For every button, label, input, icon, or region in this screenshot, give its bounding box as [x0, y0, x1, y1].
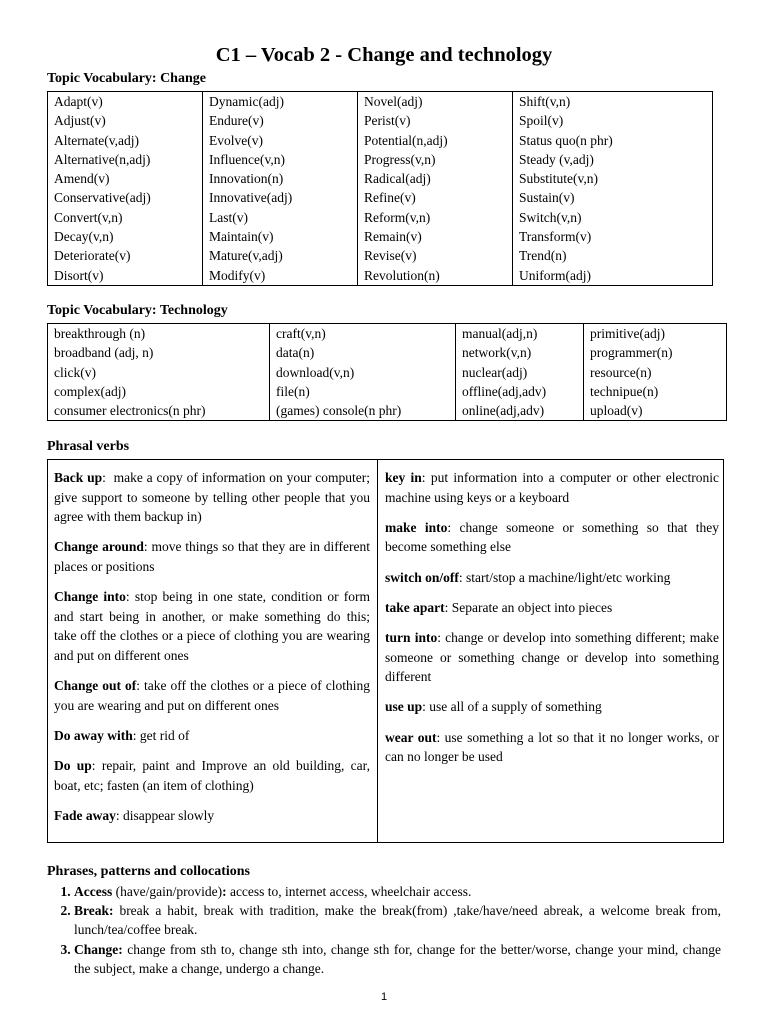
separator: :: [437, 629, 441, 645]
vocab-word: Alternative(n,adj): [54, 151, 151, 167]
vocab-word: Progress(v,n): [364, 151, 436, 167]
technology-vocab-table: [47, 323, 727, 421]
separator: :: [444, 599, 449, 615]
collocation-qualifier: (have/gain/provide): [112, 884, 223, 899]
vocab-word: primitive(adj): [590, 326, 665, 341]
phrasal-verb-entry: [385, 628, 723, 687]
colon: :: [222, 884, 227, 899]
phrasal-verb-entry: [54, 726, 370, 746]
phrasal-verb-entry: [385, 568, 719, 588]
separator: :: [91, 758, 96, 774]
vocab-word: Adjust(v): [54, 113, 106, 129]
separator: :: [422, 699, 426, 715]
vocab-word: upload(v): [590, 403, 643, 419]
phrasal-verb-definition: start/stop a machine/light/etc working: [462, 569, 671, 585]
vocab-word: Steady (v,adj): [519, 151, 594, 167]
phrasal-verb-entry: [385, 468, 723, 507]
phrasal-verbs-box: [47, 459, 724, 843]
phrasal-verb-definition: use something a lot so that it no longer works, or can no longer be used: [385, 729, 723, 765]
change-col-2: [203, 92, 358, 286]
separator: :: [136, 678, 141, 694]
phrasal-verb-definition: make a copy of information on your computer; give support to someone by telling other people that you agree with them backup in): [54, 470, 374, 525]
phrasal-verb-term: take apart: [385, 599, 445, 615]
vocab-word: Spoil(v): [519, 113, 564, 129]
vocab-word: Transform(v): [519, 229, 592, 245]
separator: :: [436, 729, 441, 745]
phrasal-verb-definition: put information into a computer or other electronic machine using keys or a keyboard: [385, 470, 723, 505]
separator: :: [115, 807, 120, 823]
vocab-word: technipue(n): [590, 383, 659, 399]
tech-col-3: [456, 324, 584, 421]
vocab-word: Disort(v): [54, 267, 104, 283]
vocab-word: (games) console(n phr): [276, 403, 402, 419]
phrasal-verb-term: Do away with: [54, 727, 133, 743]
phrasal-verb-entry: [54, 537, 374, 576]
vocab-word: offline(adj,adv): [462, 383, 547, 399]
change-col-3: [358, 92, 513, 286]
vocab-word: nuclear(adj): [462, 364, 528, 380]
vocab-word: breakthrough (n): [54, 326, 146, 341]
phrasal-verbs-heading: Phrasal verbs: [47, 439, 130, 454]
technology-vocab-heading: Topic Vocabulary: Technology: [47, 303, 228, 318]
vocab-word: complex(adj): [54, 383, 126, 399]
phrasal-verb-term: Change out of: [54, 678, 137, 694]
vocab-word: Novel(adj): [364, 94, 423, 109]
collocation-item: [74, 940, 721, 978]
phrasal-verb-term: Back up: [54, 470, 103, 485]
phrasal-verb-definition: stop being in one state, condition or form and start being in another, or make something do this; take off the clothes or a piece of clothing you are wearing and put on different ones: [54, 589, 374, 663]
vocab-word: Refine(v): [364, 190, 416, 206]
vocab-word: manual(adj,n): [462, 326, 538, 341]
change-col-4: [513, 92, 713, 286]
page-number: 1: [380, 991, 388, 1003]
collocation-definition: change from sth to, change sth into, change sth for, change for the better/worse, change your mind, change the subject, make a change, undergo a change.: [74, 941, 721, 976]
vocab-word: download(v,n): [276, 364, 355, 380]
collocation-term: Break:: [74, 903, 114, 919]
vocab-word: Radical(adj): [364, 171, 431, 187]
vocab-word: online(adj,adv): [462, 403, 545, 419]
vocab-word: Innovation(n): [209, 171, 284, 187]
vocab-word: Potential(n,adj): [364, 132, 448, 148]
phrasal-verb-definition: repair, paint and Improve an old building, car, boat, etc; fasten (an item of clothing): [54, 758, 374, 793]
vocab-word: Conservative(adj): [54, 190, 151, 206]
vocab-word: Amend(v): [54, 171, 110, 187]
vocab-word: network(v,n): [462, 345, 532, 361]
vocab-word: Revise(v): [364, 248, 417, 264]
vocab-word: Endure(v): [209, 113, 264, 129]
vocab-word: Trend(n): [519, 248, 567, 264]
phrasal-verb-definition: Separate an object into pieces: [448, 599, 613, 615]
phrasal-verb-entry: [385, 598, 719, 618]
collocation-definition: break a habit, break with tradition, make the break(from) ,take/have/need abreak, a welcome break from, lunch/tea/coffee break.: [74, 903, 721, 938]
vocab-word: Switch(v,n): [519, 209, 582, 225]
phrasal-verb-definition: use all of a supply of something: [425, 699, 602, 715]
vocab-word: Uniform(adj): [519, 267, 591, 283]
phrasal-verb-definition: take off the clothes or a piece of clothing you are wearing and put on different ones: [54, 678, 374, 713]
collocation-item: [74, 882, 721, 901]
phrasal-verb-entry: [385, 697, 719, 717]
tech-col-2: [270, 324, 456, 421]
phrasal-verb-term: switch on/off: [385, 569, 459, 585]
phrasal-verb-term: Change around: [54, 539, 144, 555]
vocab-word: craft(v,n): [276, 326, 326, 341]
separator: :: [132, 727, 137, 743]
vocab-word: Evolve(v): [209, 132, 263, 148]
phrasal-verb-entry: [54, 806, 370, 826]
vocab-word: broadband (adj, n): [54, 345, 154, 361]
change-vocab-table: [47, 91, 713, 286]
vocab-word: resource(n): [590, 364, 652, 380]
separator: :: [143, 539, 148, 555]
change-vocab-heading: Topic Vocabulary: Change: [47, 71, 206, 86]
phrasal-verb-term: Do up: [54, 758, 92, 774]
page-title: C1 – Vocab 2 - Change and technology: [215, 44, 553, 66]
vocab-word: Maintain(v): [209, 229, 274, 245]
separator: :: [447, 519, 452, 535]
vocab-word: data(n): [276, 345, 315, 361]
collocation-definition: access to, internet access, wheelchair access.: [226, 884, 472, 899]
vocab-word: Mature(v,adj): [209, 248, 283, 264]
vocab-word: Alternate(v,adj): [54, 132, 139, 148]
phrasal-verb-term: wear out: [385, 729, 437, 745]
collocation-term: Change:: [74, 941, 123, 957]
vocab-word: Shift(v,n): [519, 94, 571, 109]
vocab-word: Innovative(adj): [209, 190, 293, 206]
phrasal-verb-entry: [385, 518, 723, 557]
tech-col-1: [48, 324, 270, 421]
phrasal-verb-term: make into: [385, 519, 448, 535]
vocab-word: Perist(v): [364, 113, 411, 129]
vocab-word: Sustain(v): [519, 190, 575, 206]
separator: :: [125, 589, 130, 605]
separator: :: [421, 470, 426, 485]
vocab-word: Substitute(v,n): [519, 171, 598, 187]
collocation-term: Access: [74, 884, 113, 899]
phrasal-verb-term: use up: [385, 699, 423, 715]
tech-col-4: [584, 324, 727, 421]
phrasal-verb-definition: change or develop into something different; make someone or something change or develop into something different: [385, 629, 723, 685]
phrasal-verb-term: turn into: [385, 629, 438, 645]
vocab-word: file(n): [276, 383, 310, 399]
column-divider: [377, 460, 378, 842]
collocations-list: [47, 882, 721, 978]
vocab-word: Last(v): [209, 209, 248, 225]
phrasal-verbs-right-column: [385, 468, 723, 777]
vocab-word: Convert(v,n): [54, 209, 123, 225]
phrasal-verb-definition: disappear slowly: [119, 807, 215, 823]
separator: :: [458, 569, 463, 585]
phrasal-verb-term: Change into: [54, 589, 126, 605]
phrasal-verb-term: key in: [385, 470, 422, 485]
phrasal-verb-definition: move things so that they are in different places or positions: [54, 539, 374, 574]
phrasal-verb-entry: [385, 728, 723, 767]
phrasal-verb-definition: get rid of: [136, 727, 190, 743]
phrasal-verb-entry: [54, 756, 374, 795]
phrasal-verb-term: Fade away: [54, 807, 116, 823]
phrasal-verbs-left-column: [54, 468, 374, 836]
vocab-word: Reform(v,n): [364, 209, 431, 225]
vocab-word: Modify(v): [209, 267, 266, 283]
phrasal-verb-entry: [54, 587, 374, 665]
vocab-word: consumer electronics(n phr): [54, 403, 206, 419]
vocab-word: Adapt(v): [54, 94, 103, 109]
separator: :: [102, 470, 106, 485]
vocab-word: Remain(v): [364, 229, 422, 245]
vocab-word: programmer(n): [590, 345, 673, 361]
vocab-word: Deteriorate(v): [54, 248, 131, 264]
phrasal-verb-definition: change someone or something so that they become something else: [385, 519, 723, 555]
phrasal-verb-entry: [54, 468, 374, 527]
vocab-word: Influence(v,n): [209, 151, 285, 167]
vocab-word: click(v): [54, 364, 96, 380]
phrasal-verb-entry: [54, 676, 374, 715]
vocab-word: Status quo(n phr): [519, 132, 613, 148]
collocations-heading: Phrases, patterns and collocations: [47, 864, 250, 879]
vocab-word: Revolution(n): [364, 267, 440, 283]
vocab-word: Dynamic(adj): [209, 94, 284, 109]
collocation-item: [74, 901, 721, 939]
vocab-word: Decay(v,n): [54, 229, 114, 245]
change-col-1: [48, 92, 203, 286]
